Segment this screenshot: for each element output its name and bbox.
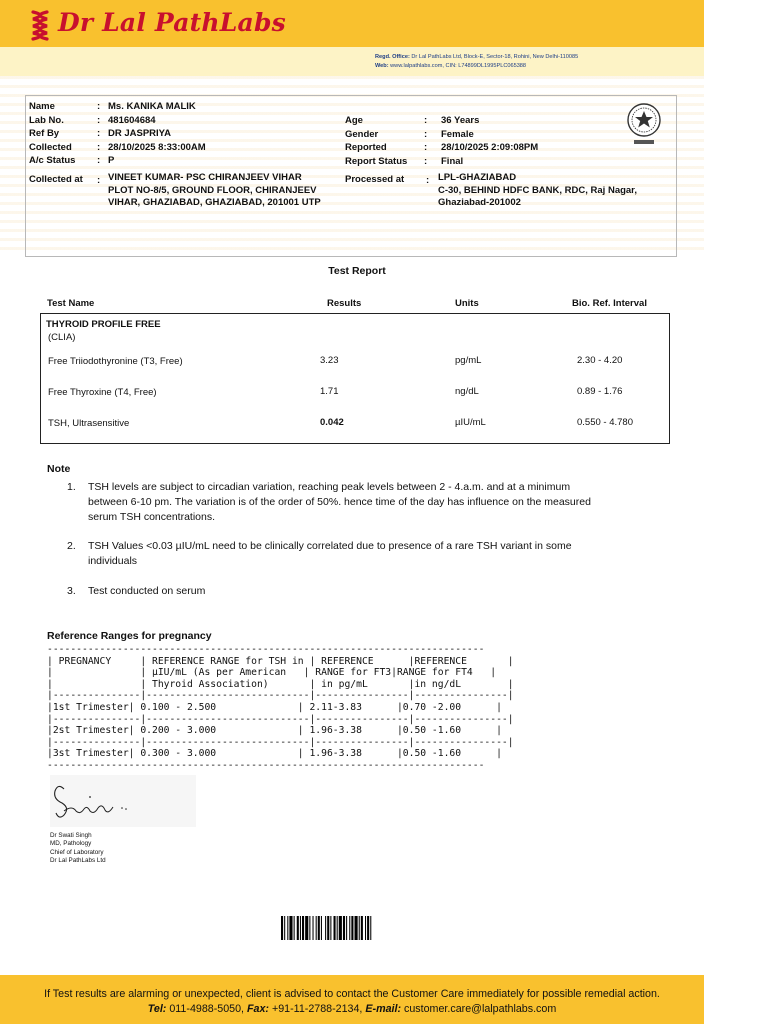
results-table-box xyxy=(40,313,670,444)
patient-field-value: Final xyxy=(441,155,464,167)
patient-field-label: A/c Status xyxy=(29,155,76,167)
note-text: TSH levels are subject to circadian variation, reaching peak levels between 2 - 4.a.m. and at a minimum between 6-10 pm. The variation is of the order of 50%. hence time of the day has influence on the measured serum TSH concentrations. xyxy=(88,481,591,523)
processed-at-address xyxy=(438,172,637,210)
accreditation-seal-icon xyxy=(626,102,662,148)
note-number: 3. xyxy=(67,585,76,597)
email-label: E-mail: xyxy=(365,1003,402,1015)
fax-value: +91-11-2788-2134, xyxy=(271,1003,363,1015)
test-name: Free Thyroxine (T4, Free) xyxy=(48,387,157,398)
test-unit: pg/mL xyxy=(455,355,482,366)
regd-label: Regd. Office: xyxy=(375,54,410,60)
colon: : xyxy=(424,142,428,154)
collected-at-line: VINEET KUMAR- PSC CHIRANJEEV VIHAR xyxy=(108,172,302,183)
collected-at-label: Collected at xyxy=(29,174,83,185)
brand-logo-text: Dr Lal PathLabs xyxy=(58,8,286,37)
note-text: TSH Values <0.03 µIU/mL need to be clinically correlated due to presence of a rare TSH variant in some individuals xyxy=(88,540,572,567)
col-header-units: Units xyxy=(455,298,479,309)
colon: : xyxy=(97,155,101,167)
pregnancy-ranges-heading: Reference Ranges for pregnancy xyxy=(47,630,212,642)
processed-at-line: C-30, BEHIND HDFC BANK, RDC, Raj Nagar, xyxy=(438,184,637,196)
test-result: 0.042 xyxy=(320,417,344,428)
collected-at-line: PLOT NO-8/5, GROUND FLOOR, CHIRANJEEV xyxy=(108,184,317,196)
sub-header-bar xyxy=(0,47,704,76)
colon: : xyxy=(97,175,101,186)
patient-field-label: Reported xyxy=(345,142,387,154)
dna-logo-icon xyxy=(30,9,50,41)
patient-field-label: Collected xyxy=(29,141,72,153)
patient-field-value: P xyxy=(108,155,115,167)
patient-field-value: 28/10/2025 8:33:00AM xyxy=(108,141,206,153)
signatory-org: Dr Lal PathLabs Ltd xyxy=(50,857,106,865)
footer-advisory: If Test results are alarming or unexpected, client is advised to contact the Customer Care immediately for possible remedial action. xyxy=(44,988,660,1000)
web-text: www.lalpathlabs.com, CIN: L74899DL1995PLC065388 xyxy=(390,63,527,69)
colon: : xyxy=(426,175,430,186)
email-value: customer.care@lalpathlabs.com xyxy=(404,1003,557,1015)
patient-field-label: Lab No. xyxy=(29,114,64,126)
collected-at-line: VIHAR, GHAZIABAD, GHAZIABAD, 201001 UTP xyxy=(108,197,321,208)
colon: : xyxy=(424,155,428,167)
note-heading: Note xyxy=(47,463,71,475)
pregnancy-ranges-table: --------------------------------------------------------------------------- | PREGNANCY | REFERENCE RANGE for TSH in | REFERENCE |REFERENCE | | | µIU/mL (As per American | RANGE for FT3|RANGE for FT4 | | | Thyroid Association) | in pg/mL |in ng/dL | |---------------|----------------------------|----------------|----------------| |1st Trimester| 0.100 - 2.500 | 2.11-3.83 |0.70 -2.00 | |---------------|----------------------------|----------------|----------------| |2st Trimester| 0.200 - 3.000 | 1.96-3.38 |0.50 -1.60 | |---------------|----------------------------|----------------|----------------| |3st Trimester| 0.300 - 3.000 | 1.96-3.38 |0.50 -1.60 | --------------------------------------------------------------------------- xyxy=(47,644,514,771)
patient-field-label: Gender xyxy=(345,128,379,140)
patient-field-value: Female xyxy=(441,128,474,140)
col-header-ref-interval: Bio. Ref. Interval xyxy=(572,298,647,309)
report-title: Test Report xyxy=(328,265,386,277)
web-label: Web: xyxy=(375,63,389,69)
barcode xyxy=(281,916,433,940)
collected-at-address xyxy=(108,172,321,210)
colon: : xyxy=(97,128,101,140)
colon: : xyxy=(97,114,101,126)
colon: : xyxy=(424,115,428,126)
note-number: 1. xyxy=(67,481,76,493)
signatory-name: Dr Swati Singh xyxy=(50,832,92,839)
test-result: 1.71 xyxy=(320,386,339,397)
col-header-results: Results xyxy=(327,298,362,309)
patient-field-value: 36 Years xyxy=(441,115,480,126)
processed-at-line: Ghaziabad-201002 xyxy=(438,197,521,208)
test-ref-interval: 0.89 - 1.76 xyxy=(577,386,623,397)
regd-text: Dr Lal PathLabs Ltd, Block-E, Sector-18, Rohini, New Delhi-110085 xyxy=(411,54,579,60)
signature-area xyxy=(50,775,196,827)
note-text: Test conducted on serum xyxy=(88,585,206,597)
test-unit: µIU/mL xyxy=(455,417,486,428)
patient-field-value: 481604684 xyxy=(108,114,156,126)
patient-field-label: Ref By xyxy=(29,128,60,140)
signatory-degree: MD, Pathology xyxy=(50,840,92,848)
signature-image xyxy=(50,775,196,827)
colon: : xyxy=(97,101,101,112)
patient-field-value: Ms. KANIKA MALIK xyxy=(108,101,196,112)
test-unit: ng/dL xyxy=(455,386,479,397)
processed-at-label: Processed at xyxy=(345,174,405,185)
panel-method: (CLIA) xyxy=(48,332,76,343)
footer-contact xyxy=(0,1003,704,1015)
header-bar xyxy=(0,0,704,47)
page-margin xyxy=(704,0,768,1024)
test-name: Free Triiodothyronine (T3, Free) xyxy=(48,356,183,367)
panel-name: THYROID PROFILE FREE xyxy=(46,319,161,330)
tel-value: 011-4988-5050, xyxy=(169,1003,245,1015)
col-header-test-name: Test Name xyxy=(47,298,95,309)
note-number: 2. xyxy=(67,540,76,552)
test-ref-interval: 0.550 - 4.780 xyxy=(577,417,633,428)
test-result: 3.23 xyxy=(320,355,339,366)
patient-field-label: Report Status xyxy=(345,155,408,167)
patient-field-label: Name xyxy=(29,101,55,112)
test-ref-interval: 2.30 - 4.20 xyxy=(577,355,623,366)
signatory-designation: Chief of Laboratory xyxy=(50,848,104,856)
patient-field-value: DR JASPRIYA xyxy=(108,128,172,140)
tel-label: Tel: xyxy=(147,1003,167,1015)
registered-office xyxy=(375,53,578,71)
colon: : xyxy=(97,141,101,153)
signatory-details xyxy=(50,832,106,866)
patient-field-label: Age xyxy=(345,115,363,126)
colon: : xyxy=(424,128,428,140)
patient-field-value: 28/10/2025 2:09:08PM xyxy=(441,142,539,154)
processed-at-line: LPL-GHAZIABAD xyxy=(438,172,517,183)
fax-label: Fax: xyxy=(247,1003,269,1015)
test-name: TSH, Ultrasensitive xyxy=(48,418,130,429)
